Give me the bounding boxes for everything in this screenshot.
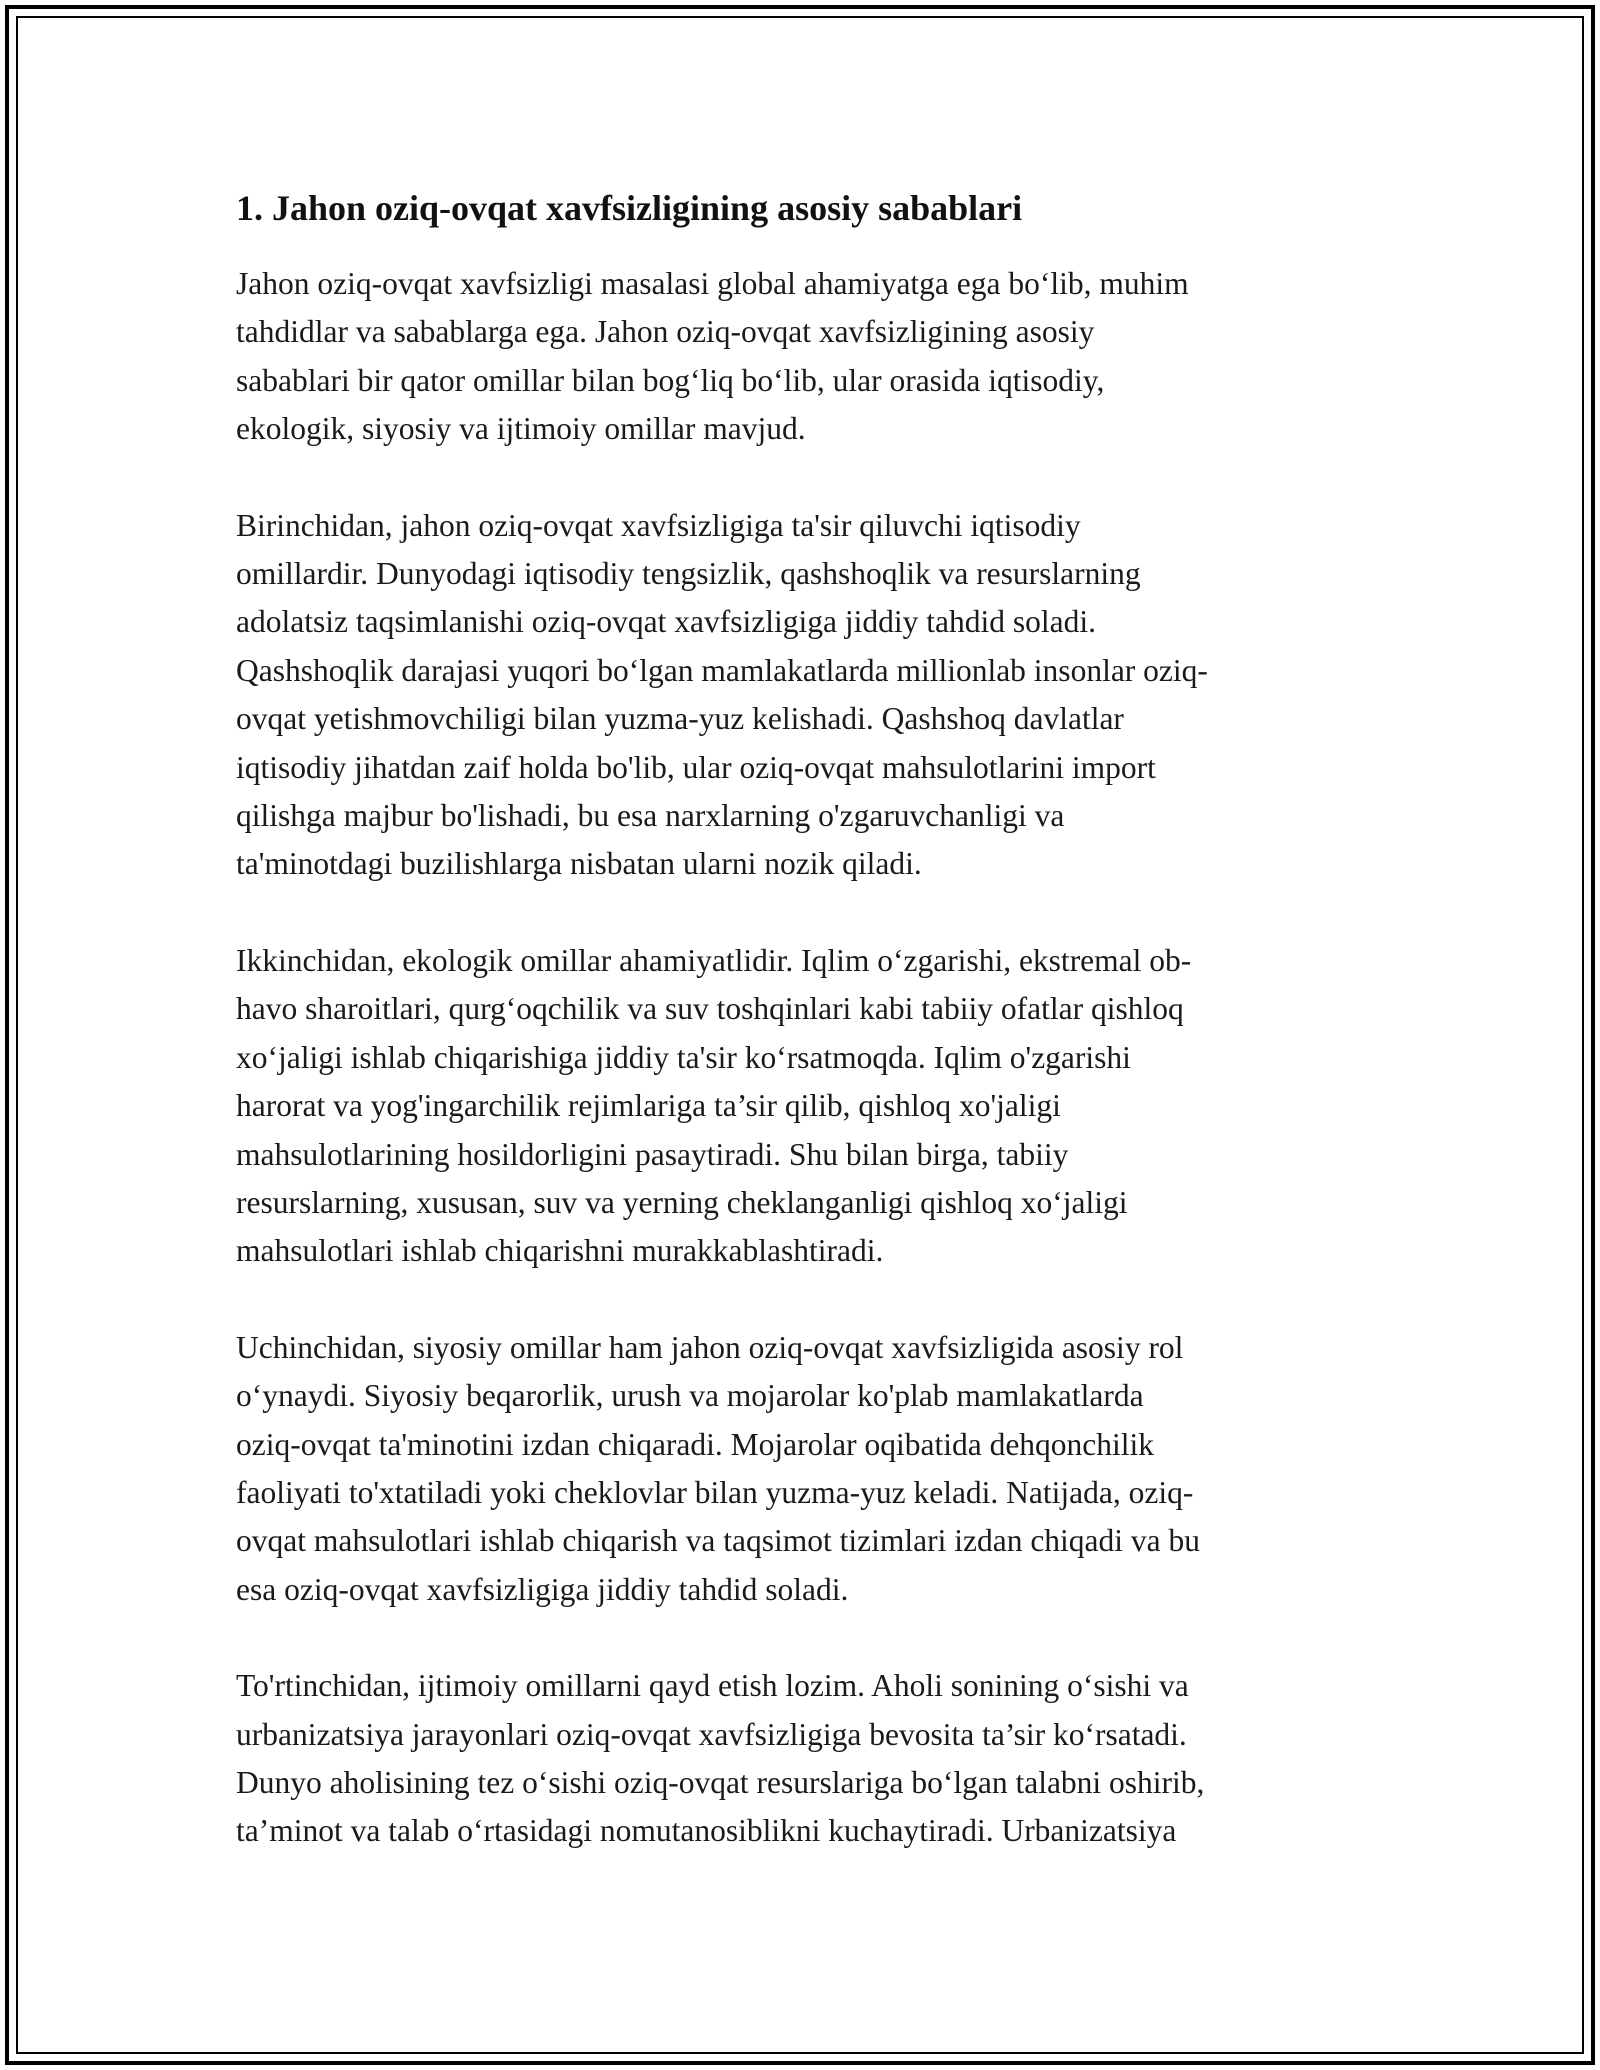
text-line: Uchinchidan, siyosiy omillar ham jahon oziq-ovqat xavfsizligida asosiy rol bbox=[236, 1329, 1184, 1365]
text-line: oziq-ovqat ta'minotini izdan chiqaradi. Mojarolar oqibatida dehqonchilik bbox=[236, 1426, 1155, 1462]
text-line: faoliyati to'xtatiladi yoki cheklovlar bilan yuzma-yuz keladi. Natijada, oziq- bbox=[236, 1474, 1194, 1510]
text-line: Qashshoqlik darajasi yuqori bo‘lgan mamlakatlarda millionlab insonlar oziq- bbox=[236, 652, 1208, 688]
paragraph-2 bbox=[236, 502, 1364, 889]
text-line: tahdidlar va sabablarga ega. Jahon oziq-ovqat xavfsizligining asosiy bbox=[236, 314, 1095, 350]
text-line: urbanizatsiya jarayonlari oziq-ovqat xavfsizligiga bevosita ta’sir ko‘rsatadi. bbox=[236, 1716, 1187, 1752]
section-heading: 1. Jahon oziq-ovqat xavfsizligining asosiy sabablari bbox=[236, 188, 1023, 228]
paragraph-3 bbox=[236, 937, 1364, 1276]
text-line: sabablari bir qator omillar bilan bog‘liq bo‘lib, ular orasida iqtisodiy, bbox=[236, 362, 1105, 398]
text-line: iqtisodiy jihatdan zaif holda bo'lib, ular oziq-ovqat mahsulotlarini import bbox=[236, 749, 1156, 785]
paragraph-5 bbox=[236, 1662, 1364, 1856]
text-line: havo sharoitlari, qurg‘oqchilik va suv toshqinlari kabi tabiiy ofatlar qishloq bbox=[236, 991, 1184, 1027]
text-line: Birinchidan, jahon oziq-ovqat xavfsizligiga ta'sir qiluvchi iqtisodiy bbox=[236, 507, 1081, 543]
document-body bbox=[236, 186, 1364, 1904]
text-line: adolatsiz taqsimlanishi oziq-ovqat xavfsizligiga jiddiy tahdid soladi. bbox=[236, 604, 1096, 640]
text-line: ta'minotdagi buzilishlarga nisbatan ularni nozik qiladi. bbox=[236, 846, 922, 882]
text-line: resurslarning, xususan, suv va yerning cheklanganligi qishloq xo‘jaligi bbox=[236, 1184, 1128, 1220]
text-line: harorat va yog'ingarchilik rejimlariga ta’sir qilib, qishloq xo'jaligi bbox=[236, 1088, 1061, 1124]
text-line: omillardir. Dunyodagi iqtisodiy tengsizlik, qashshoqlik va resurslarning bbox=[236, 556, 1141, 592]
paragraph-4 bbox=[236, 1324, 1364, 1614]
text-line: xo‘jaligi ishlab chiqarishiga jiddiy ta'sir ko‘rsatmoqda. Iqlim o'zgarishi bbox=[236, 1039, 1131, 1075]
paragraph-1 bbox=[236, 260, 1364, 454]
text-line: ta’minot va talab o‘rtasidagi nomutanosiblikni kuchaytiradi. Urbanizatsiya bbox=[236, 1813, 1177, 1849]
text-line: mahsulotlari ishlab chiqarishni murakkablashtiradi. bbox=[236, 1233, 884, 1269]
text-line: ekologik, siyosiy va ijtimoiy omillar mavjud. bbox=[236, 411, 806, 447]
text-line: To'rtinchidan, ijtimoiy omillarni qayd etish lozim. Aholi sonining o‘sishi va bbox=[236, 1668, 1189, 1704]
text-line: mahsulotlarining hosildorligini pasaytiradi. Shu bilan birga, tabiiy bbox=[236, 1136, 1069, 1172]
text-line: Jahon oziq-ovqat xavfsizligi masalasi global ahamiyatga ega bo‘lib, muhim bbox=[236, 266, 1189, 301]
text-line: ovqat mahsulotlari ishlab chiqarish va taqsimot tizimlari izdan chiqadi va bu bbox=[236, 1523, 1201, 1559]
paragraph-container bbox=[236, 260, 1364, 1856]
text-line: esa oziq-ovqat xavfsizligiga jiddiy tahdid soladi. bbox=[236, 1571, 849, 1607]
text-line: Dunyo aholisining tez o‘sishi oziq-ovqat resurslariga bo‘lgan talabni oshirib, bbox=[236, 1764, 1205, 1800]
text-line: o‘ynaydi. Siyosiy beqarorlik, urush va mojarolar ko'plab mamlakatlarda bbox=[236, 1378, 1144, 1414]
text-line: Ikkinchidan, ekologik omillar ahamiyatlidir. Iqlim o‘zgarishi, ekstremal ob- bbox=[236, 942, 1192, 978]
text-line: ovqat yetishmovchiligi bilan yuzma-yuz kelishadi. Qashshoq davlatlar bbox=[236, 701, 1124, 737]
text-line: qilishga majbur bo'lishadi, bu esa narxlarning o'zgaruvchanligi va bbox=[236, 798, 1065, 834]
